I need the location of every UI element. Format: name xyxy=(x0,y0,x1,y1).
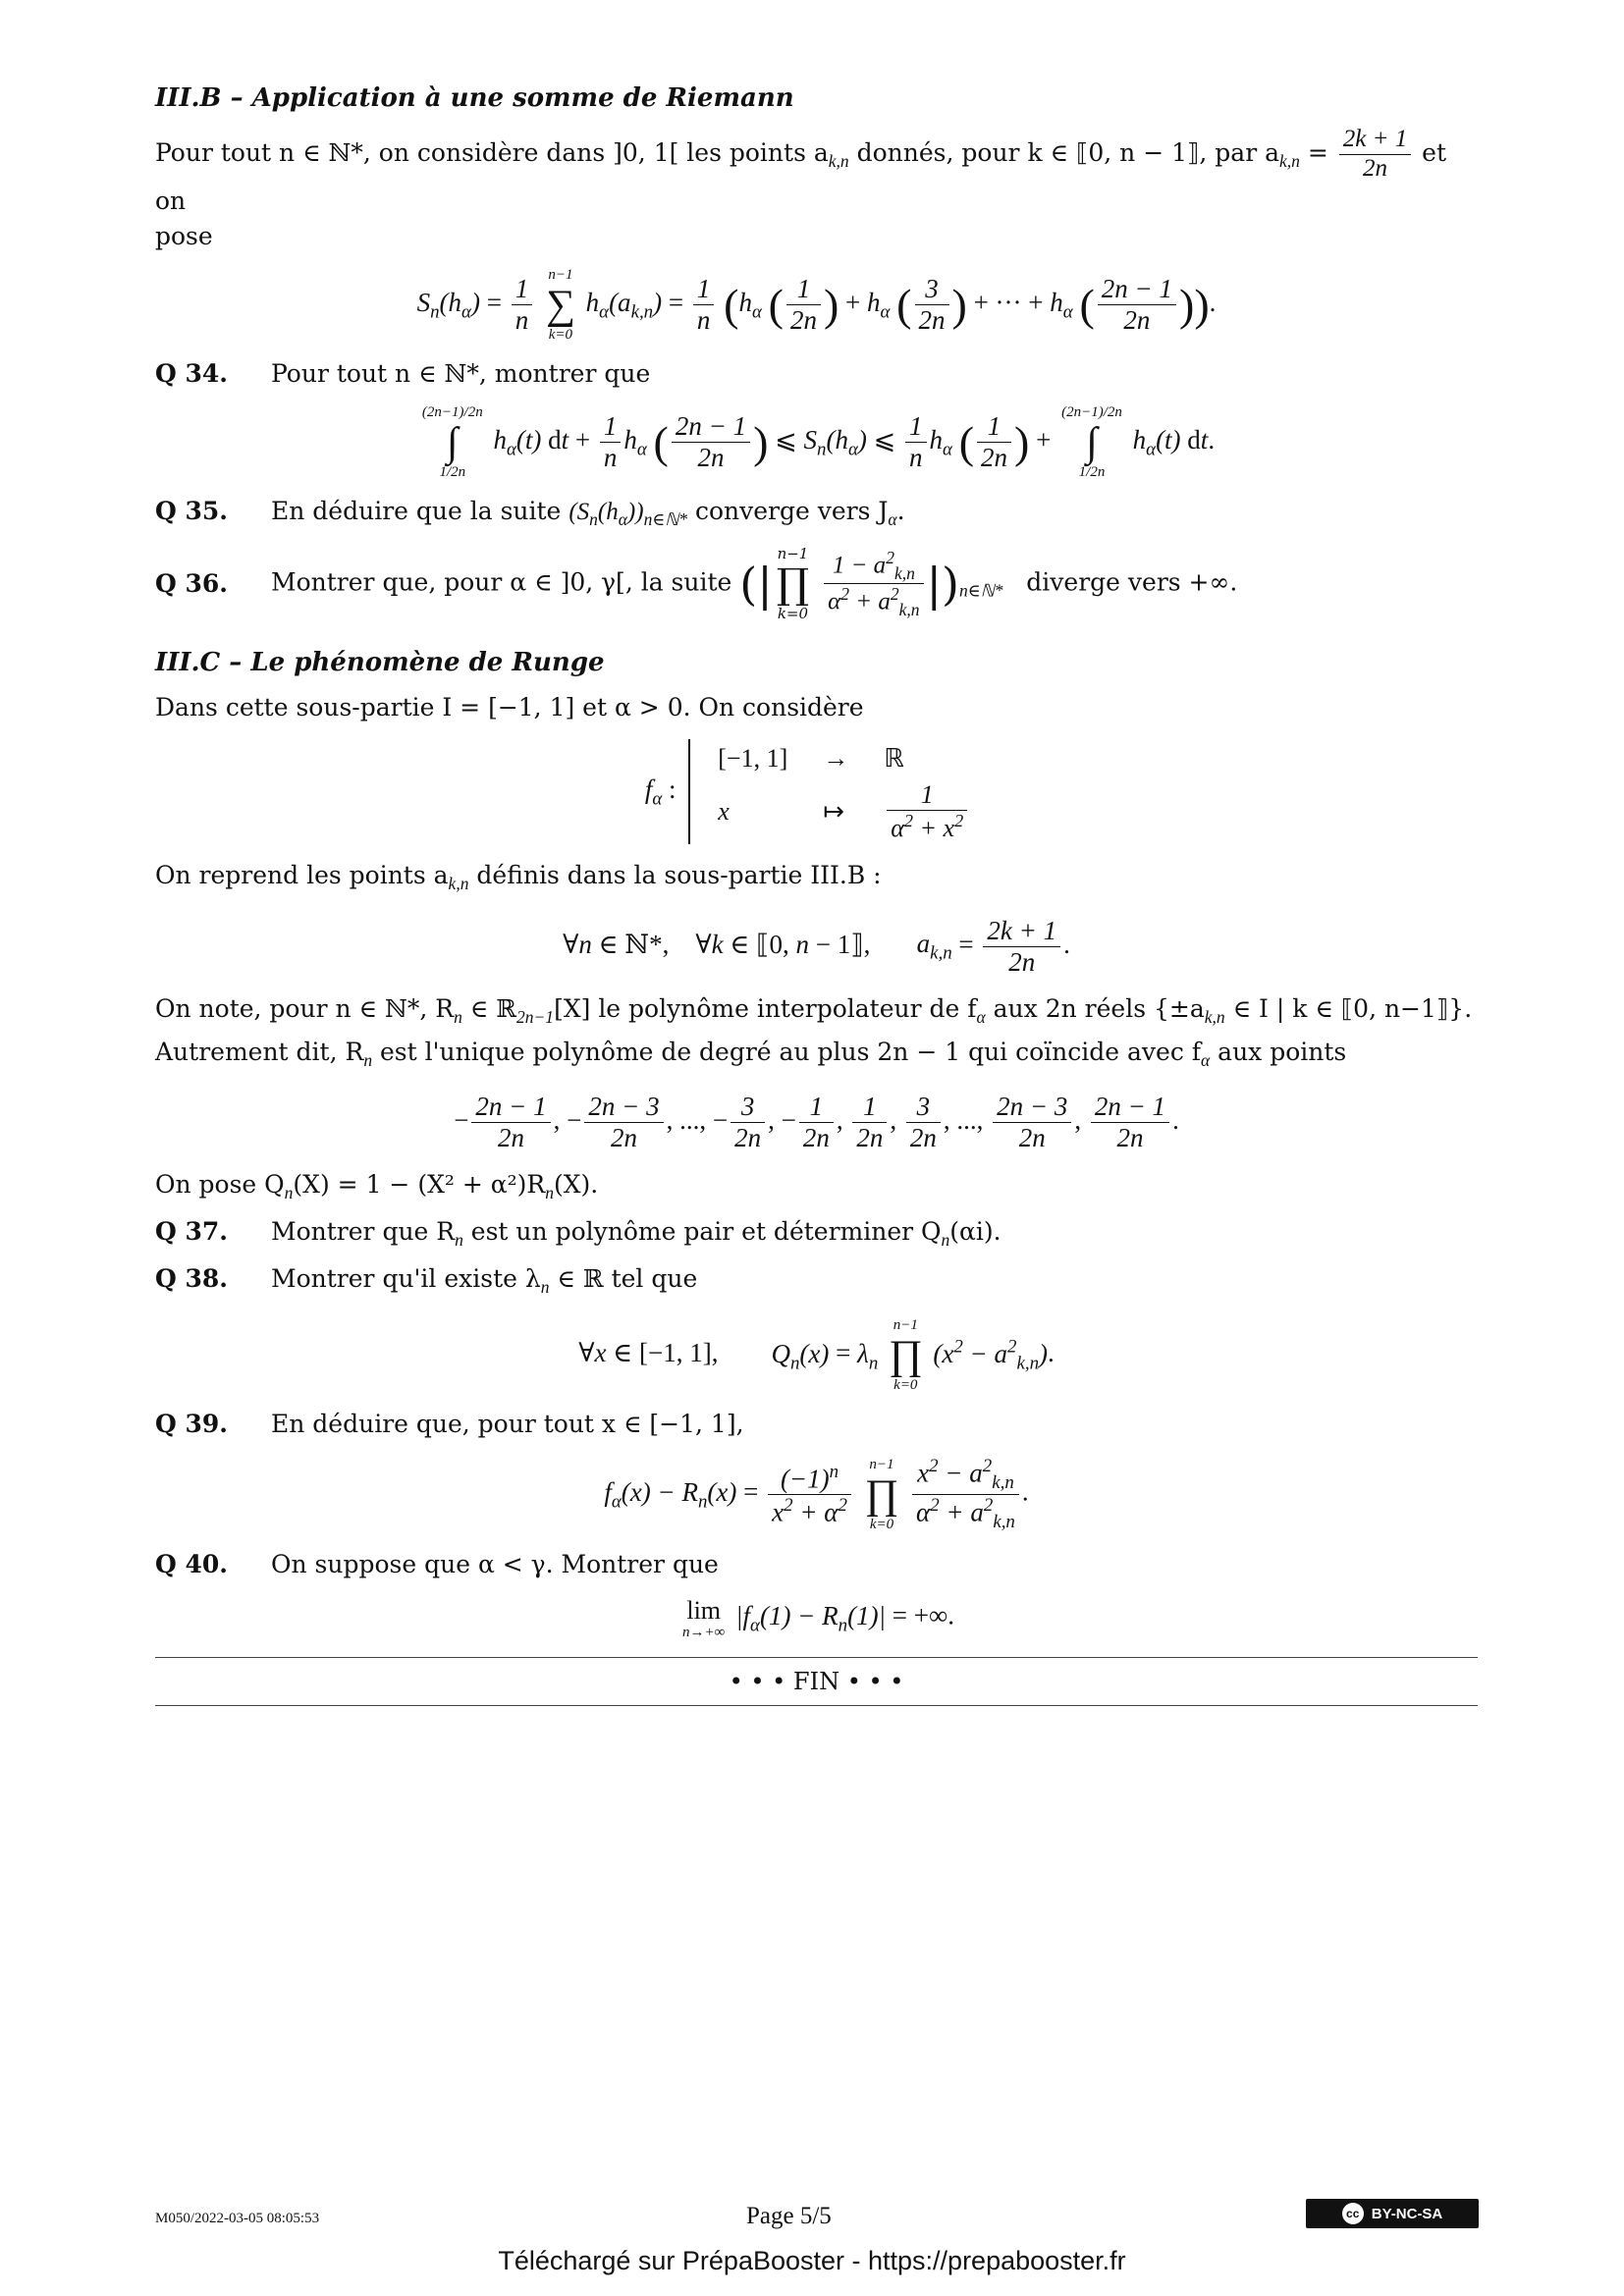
question-34: Q 34. Pour tout n ∈ ℕ*, montrer que xyxy=(155,358,651,388)
section-title-IIIB: III.B – Application à une somme de Riemann xyxy=(155,83,794,113)
question-38: Q 38. Montrer qu'il existe $\lambda_n$ ∈ ℝ tel que xyxy=(155,1264,698,1298)
end-marker: • • • FIN • • • xyxy=(729,1668,904,1696)
paragraph-intro: Pour tout n ∈ ℕ*, on considère dans ]0, 1[ les points $a_{k,n}$ donnés, pour k ∈ ⟦0, n − 1⟧, par $a_{k,n}$ = $\frac{2k + 1}{2n}$ et on pose xyxy=(155,126,1447,250)
paragraph-c2: On reprend les points $a_{k,n}$ définis dans la sous-partie III.B : xyxy=(155,861,882,894)
equation-q38: ∀x ∈ [−1, 1], $Q_n(x) = \lambda_n$ n−1 ∏ k=0 $(x^2 - a^2_{k,n})$. xyxy=(578,1317,1055,1394)
divider-bottom xyxy=(155,1705,1478,1706)
equation-interpolation-points: − $\frac{2n - 1}{2n}$ , − $\frac{2n - 3}{2n}$ , ..., − $\frac{3}{2n}$ , − $\frac{1}{2n}$ , $\frac{1}{2n}$ , $\frac{3}{2n}$ , ..., $\frac{2n - 3}{2n}$ , $\frac{2n - 1}{2n}$ . xyxy=(454,1091,1179,1152)
paragraph-c5: On pose $Q_n(X) = 1 - (X^2 + \alpha^2)R_n(X)$. xyxy=(155,1169,599,1203)
equation-f-alpha: $f_\alpha$ : [−1, 1] → ℝ x ↦ $\frac{1}{\alpha^2 + x^2}$ xyxy=(155,739,1478,845)
paragraph-c1: Dans cette sous-partie I = [−1, 1] et α > 0. On considère xyxy=(155,692,864,721)
equation-riemann-sum: $S_n(h_\alpha)$ = $\frac{1}{n}$ n−1 ∑ k=0 $h_\alpha(a_{k,n})$ = $\frac{1}{n}$ ($h_\alpha$ ( $\frac{1}{2n}$ ) + $h_\alpha$ ( $\frac{3}{2n}$ ) + ··· + $h_\alpha$ ( $\frac{2n - 1}{2n}$ )). xyxy=(416,266,1217,343)
question-35: Q 35. En déduire que la suite $(S_n(h_\alpha))_{n\in ℕ*}$ converge vers $J_\alpha$. xyxy=(155,496,905,529)
equation-q39: $f_\alpha(x) - R_n(x)$ = $\frac{(-1)^n}{x^2 + \alpha^2}$ n−1 ∏ k=0 $\frac{x^2 - a^2_{k,n}}{\alpha^2 + a^2_{k,n}}$ . xyxy=(604,1456,1029,1533)
creative-commons-icon: cc xyxy=(1342,2203,1364,2224)
page-number: Page 5/5 xyxy=(746,2203,832,2229)
license-badge: cc BY-NC-SA xyxy=(1306,2199,1479,2228)
question-39: Q 39. En déduire que, pour tout x ∈ [−1, 1], xyxy=(155,1410,744,1439)
download-link-text[interactable]: Téléchargé sur PrépaBooster - https://prepabooster.fr xyxy=(498,2246,1126,2275)
question-40: Q 40. On suppose que α < γ. Montrer que xyxy=(155,1549,719,1578)
paragraph-c3: On note, pour n ∈ ℕ*, $R_n$ ∈ ℝ$_{2n-1}$[X] le polynôme interpolateur de $f_\alpha$ aux 2n réels {$\pm a_{k,n}$ ∈ I | k ∈ ⟦0, n−1⟧}. Autrement dit, $R_n$ est l'unique polynôme de degré au plus 2n − 1 qui coïncide avec $f_\alpha$ aux points xyxy=(155,993,1473,1070)
fraction: $\frac{2k + 1}{2n}$ xyxy=(1339,126,1411,184)
equation-q34: (2n−1)/2n ∫ 1/2n $h_\alpha(t)$ dt + $\frac{1}{n}$ $h_\alpha$ ( $\frac{2n - 1}{2n}$ ) ⩽ $S_n(h_\alpha)$ ⩽ $\frac{1}{n}$ $h_\alpha$ ( $\frac{1}{2n}$ ) + (2n−1)/2n ∫ 1/2n $h_\alpha(t)$ dt. xyxy=(421,403,1216,480)
equation-points: ∀n ∈ ℕ*, ∀k ∈ ⟦0, n − 1⟧, $a_{k,n}$ = $\frac{2k + 1}{2n}$ . xyxy=(563,915,1070,977)
section-title-IIIC: III.C – Le phénomène de Runge xyxy=(155,647,605,677)
document-id: M050/2022-03-05 08:05:53 xyxy=(155,2211,320,2226)
page-content xyxy=(155,69,1478,1706)
equation-q40: lim n→+∞ $|f_\alpha(1) - R_n(1)|$ = +∞. xyxy=(682,1595,954,1640)
question-37: Q 37. Montrer que $R_n$ est un polynôme pair et déterminer $Q_n(\alpha i)$. xyxy=(155,1217,1001,1251)
question-36: Q 36. Montrer que, pour α ∈ ]0, γ[, la suite (| n−1 ∏ k=0 $\frac{1 - a^2_{k,n}}{\alpha^2 + a^2_{k,n}}$ $|)_{n\in ℕ*}$ diverge vers +∞. xyxy=(155,544,1238,622)
